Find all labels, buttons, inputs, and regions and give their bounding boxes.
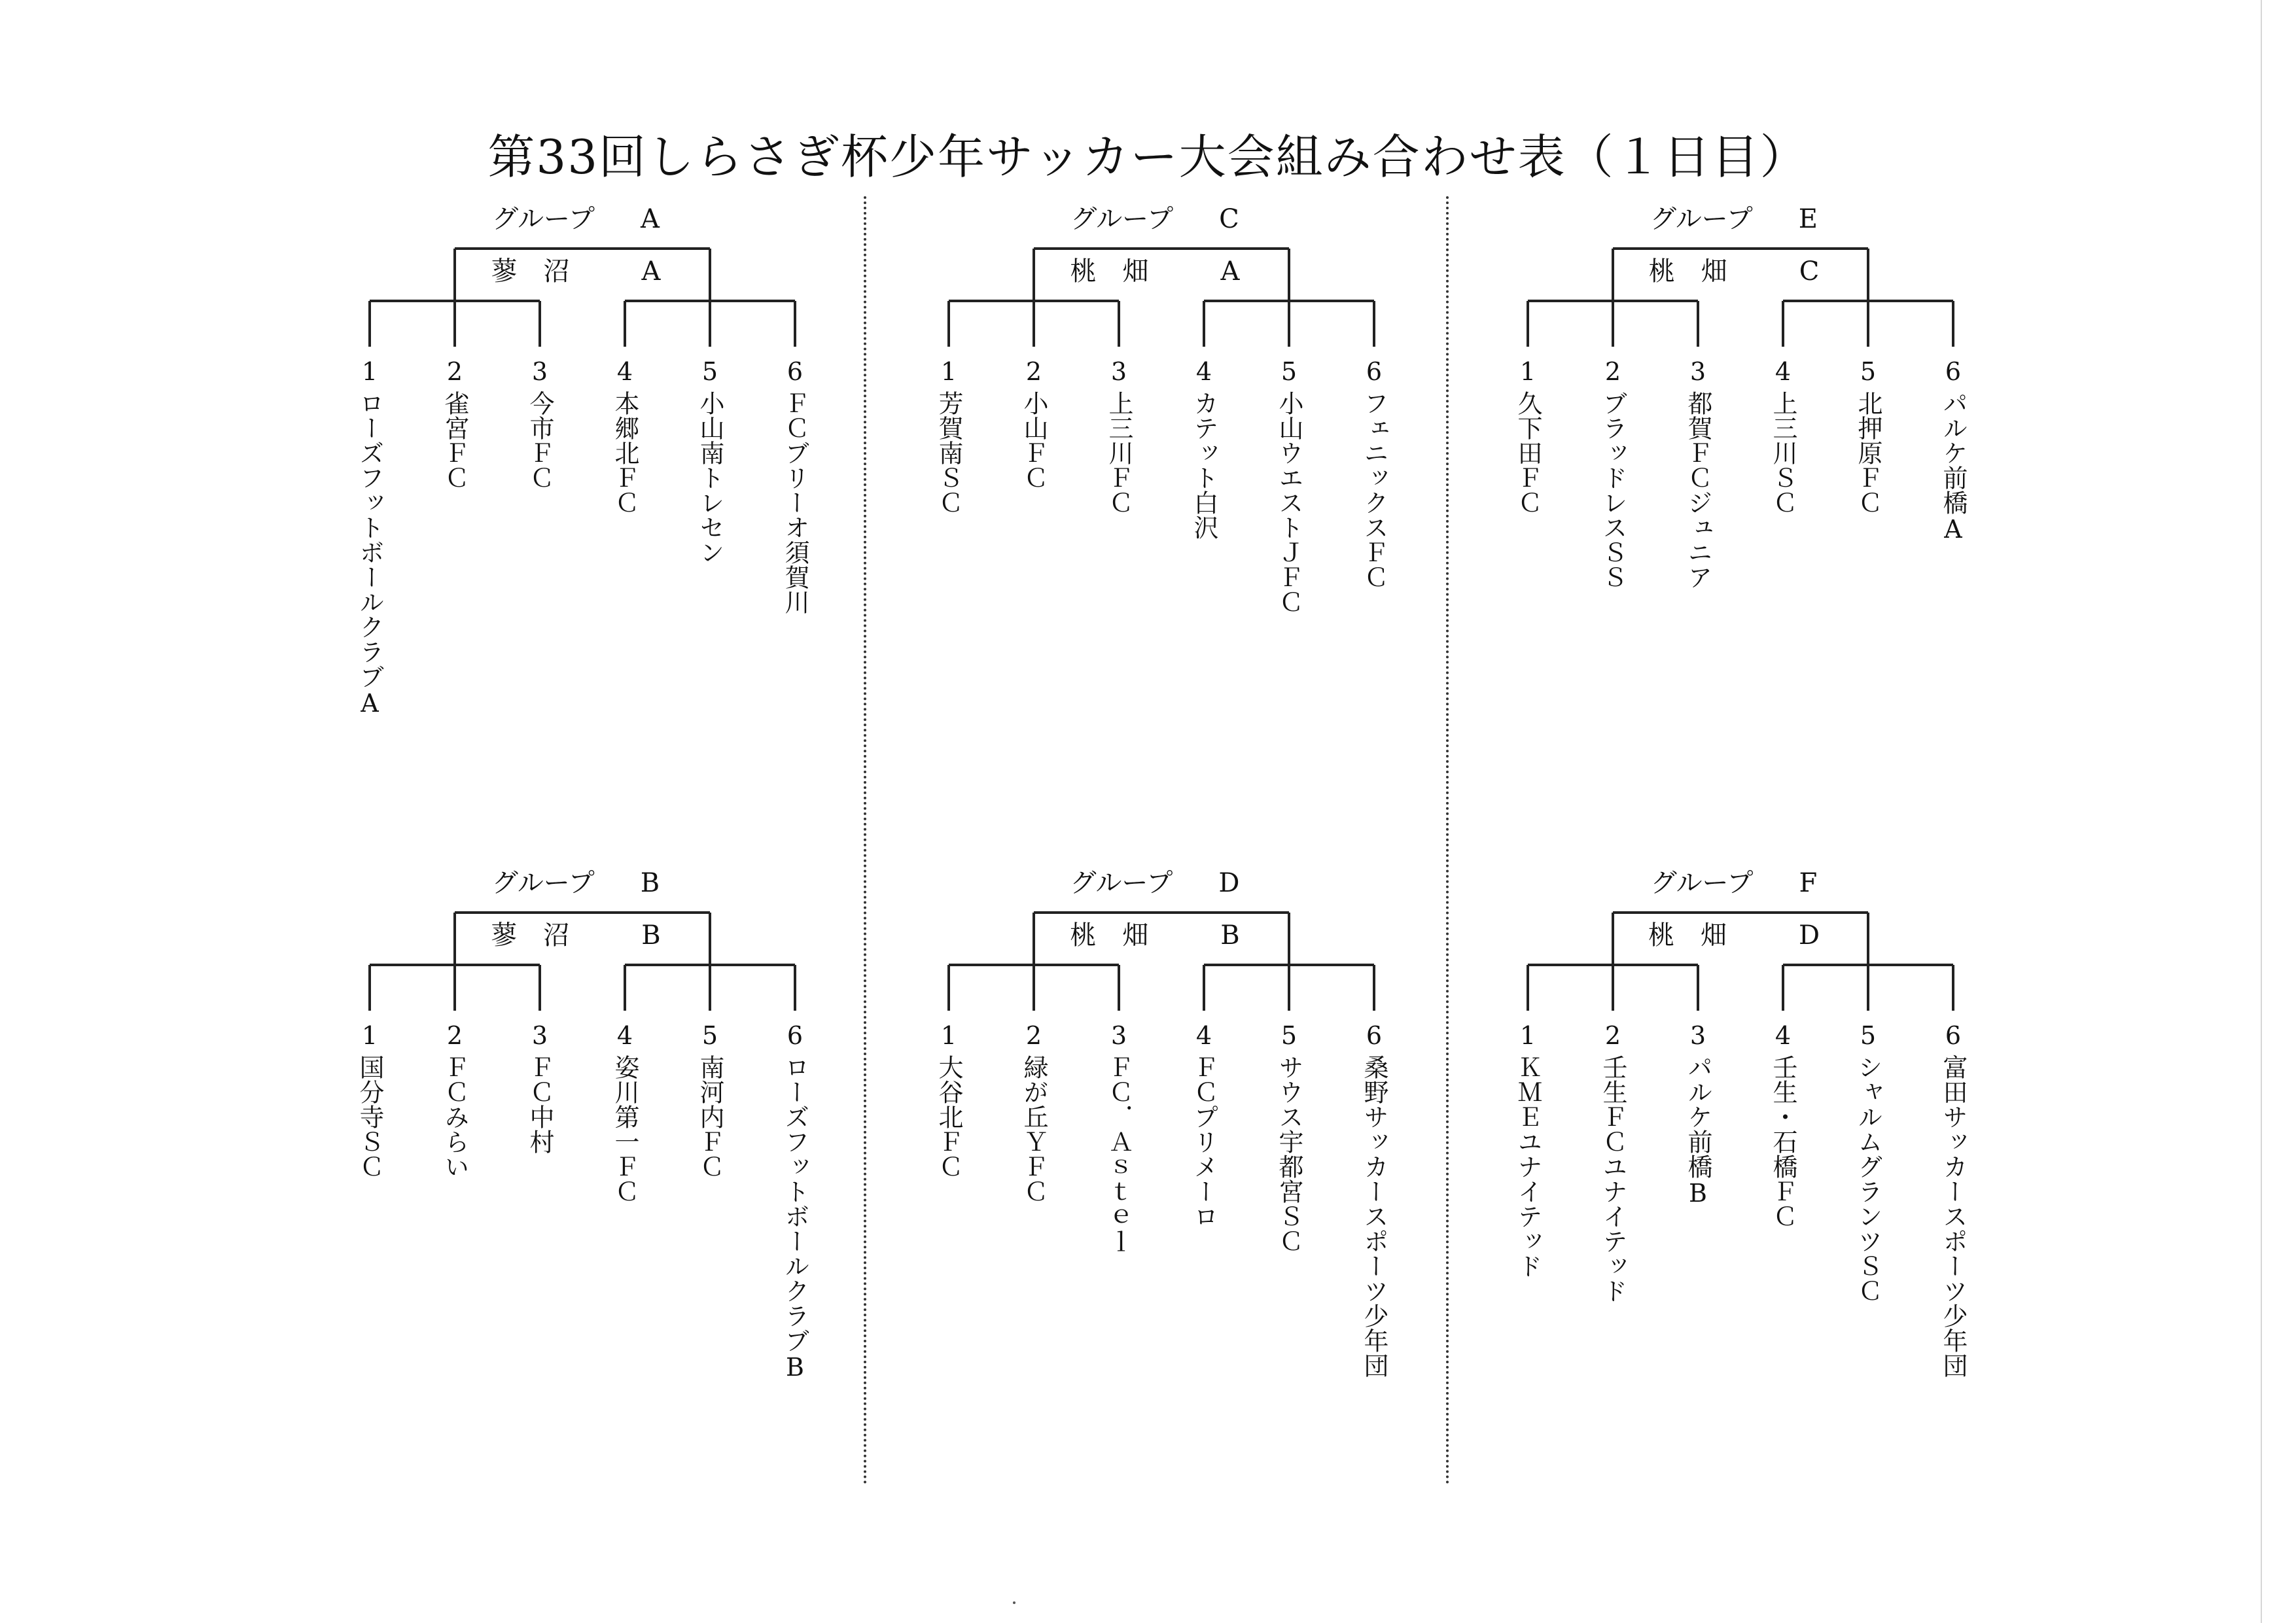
venue-char-2: 畑: [1701, 256, 1727, 287]
venue-char-1: 桃: [1070, 256, 1097, 287]
venue-char-1: 蓼: [491, 256, 518, 287]
team-number: 4: [1195, 1021, 1212, 1050]
team-name: ブラッドレスＳＳ: [1598, 391, 1627, 589]
group-d: [828, 864, 1482, 1518]
venue-char-2: 畑: [1122, 920, 1149, 951]
team-name: 緑が丘ＹＦＣ: [1019, 1055, 1048, 1204]
team-name: 本郷北ＦＣ: [610, 391, 639, 515]
team-name: 桑野サッカースポーツ少年団: [1360, 1055, 1388, 1378]
team-name: カテット白沢: [1190, 391, 1218, 540]
team-number: 5: [1860, 1021, 1877, 1050]
team-number: 4: [616, 1021, 633, 1050]
team-number: 1: [940, 1021, 957, 1050]
team-entry: [1678, 1021, 1718, 1208]
team-number: 3: [1689, 357, 1706, 386]
team-number: 1: [361, 1021, 378, 1050]
venue-char-1: 桃: [1648, 920, 1674, 951]
bracket-lines: [828, 200, 1482, 370]
team-name: 雀宮ＦＣ: [440, 391, 469, 490]
group-letter: D: [1218, 868, 1240, 898]
team-number: 1: [1519, 1021, 1536, 1050]
team-name: シャルムグランツＳＣ: [1854, 1055, 1882, 1303]
group-e: [1407, 200, 2061, 854]
team-entry: [1014, 357, 1053, 490]
team-entry: [1593, 357, 1633, 589]
team-number: 1: [361, 357, 378, 386]
group-letter: C: [1219, 204, 1239, 234]
venue-char-1: 蓼: [491, 920, 518, 951]
group-letter: A: [640, 204, 660, 234]
team-number: 2: [1604, 1021, 1621, 1050]
team-number: 6: [1366, 1021, 1383, 1050]
team-number: 4: [1775, 1021, 1792, 1050]
bracket-lines: [249, 864, 903, 1034]
team-name: パルケ前橋A: [1939, 391, 1968, 544]
team-entry: [1099, 357, 1139, 515]
group-letter: F: [1799, 868, 1818, 898]
team-entry: [929, 357, 968, 515]
team-number: 3: [531, 357, 548, 386]
team-name: 北押原ＦＣ: [1854, 391, 1882, 515]
team-entry: [1354, 1021, 1394, 1378]
team-entry: [605, 357, 645, 515]
team-number: 5: [1280, 1021, 1298, 1050]
team-entry: [1099, 1021, 1139, 1253]
team-number: 6: [786, 357, 804, 386]
team-number: 6: [786, 1021, 804, 1050]
group-letter: B: [640, 868, 660, 898]
bracket-lines: [1407, 864, 2061, 1034]
team-entry: [1014, 1021, 1053, 1204]
team-number: 5: [701, 1021, 718, 1050]
team-name: 壬生・石橋ＦＣ: [1769, 1055, 1797, 1229]
team-entry: [1934, 357, 1973, 544]
venue-code: A: [641, 256, 661, 287]
team-entry: [435, 1021, 474, 1179]
team-name: 都賀ＦＣジュニア: [1684, 391, 1712, 589]
team-number: 3: [1689, 1021, 1706, 1050]
scan-edge-line: [2261, 0, 2262, 1623]
group-label-text: グループ: [492, 204, 595, 234]
group-label-text: グループ: [1070, 868, 1173, 898]
team-name: 上三川ＳＣ: [1769, 391, 1797, 515]
team-name: フェニックスＦＣ: [1360, 391, 1388, 589]
team-number: 2: [446, 357, 463, 386]
team-name: 南河内ＦＣ: [696, 1055, 724, 1179]
venue-char-1: 桃: [1648, 256, 1675, 287]
team-entry: [350, 357, 389, 718]
team-entry: [1593, 1021, 1633, 1303]
team-name: 国分寺ＳＣ: [355, 1055, 384, 1179]
group-a: [249, 200, 903, 854]
team-number: 3: [531, 1021, 548, 1050]
venue-char-1: 桃: [1070, 920, 1097, 951]
team-number: 2: [1025, 1021, 1042, 1050]
team-name: パルケ前橋B: [1684, 1055, 1712, 1208]
team-entry: [1763, 357, 1803, 515]
team-entry: [1848, 1021, 1888, 1303]
venue-char-2: 沼: [543, 256, 570, 287]
venue-char-2: 畑: [1700, 920, 1727, 951]
group-label-text: グループ: [1650, 204, 1753, 234]
team-name: 小山ウエストＪＦＣ: [1275, 391, 1303, 614]
venue-char-2: 畑: [1122, 256, 1149, 287]
team-entry: [520, 1021, 559, 1154]
team-name: ＦＣブリーオ須賀川: [781, 391, 809, 614]
team-number: 4: [1195, 357, 1212, 386]
team-name: 小山ＦＣ: [1019, 391, 1048, 490]
team-entry: [1848, 357, 1888, 515]
team-entry: [350, 1021, 389, 1179]
team-number: 2: [1025, 357, 1042, 386]
bracket-lines: [828, 864, 1482, 1034]
team-number: 5: [701, 357, 718, 386]
team-name: ＦＣみらい: [440, 1055, 469, 1179]
team-number: 3: [1110, 1021, 1127, 1050]
team-number: 6: [1366, 357, 1383, 386]
team-entry: [775, 1021, 815, 1382]
team-entry: [929, 1021, 968, 1179]
team-entry: [1184, 357, 1224, 540]
team-name: 姿川第一ＦＣ: [610, 1055, 639, 1204]
team-number: 4: [1775, 357, 1792, 386]
team-number: 1: [940, 357, 957, 386]
group-label-text: グループ: [491, 868, 595, 898]
bracket-lines: [249, 200, 903, 370]
venue-code: A: [1220, 256, 1240, 287]
team-number: 5: [1860, 357, 1877, 386]
team-entry: [520, 357, 559, 490]
team-entry: [1508, 357, 1547, 515]
team-name: サウス宇都宮ＳＣ: [1275, 1055, 1303, 1253]
team-name: 小山南トレセン: [696, 391, 724, 565]
team-name: ローズフットボールクラブA: [355, 391, 384, 718]
team-name: 大谷北ＦＣ: [934, 1055, 963, 1179]
team-number: 6: [1945, 1021, 1962, 1050]
team-name: 芳賀南ＳＣ: [934, 391, 963, 515]
venue-code: D: [1798, 920, 1820, 951]
team-entry: [775, 357, 815, 614]
venue-code: C: [1799, 256, 1820, 287]
team-name: ＫＭＥユナイテッド: [1513, 1055, 1542, 1278]
bracket-lines: [1407, 200, 2061, 370]
venue-code: B: [641, 920, 661, 951]
group-letter: E: [1798, 204, 1818, 234]
team-name: 壬生ＦＣユナイテッド: [1598, 1055, 1627, 1303]
team-entry: [1508, 1021, 1547, 1278]
team-entry: [435, 357, 474, 490]
team-number: 1: [1519, 357, 1536, 386]
team-entry: [1269, 1021, 1309, 1253]
team-entry: [1354, 357, 1394, 589]
team-entry: [1934, 1021, 1973, 1378]
team-number: 5: [1280, 357, 1298, 386]
venue-code: B: [1220, 920, 1240, 951]
team-name: ローズフットボールクラブB: [781, 1055, 809, 1382]
group-label-text: グループ: [1650, 868, 1754, 898]
team-number: 2: [1604, 357, 1621, 386]
team-name: 今市ＦＣ: [525, 391, 554, 490]
group-b: [249, 864, 903, 1518]
venue-char-2: 沼: [543, 920, 570, 951]
team-entry: [1678, 357, 1718, 589]
team-entry: [1184, 1021, 1224, 1229]
group-c: [828, 200, 1482, 854]
team-number: 4: [616, 357, 633, 386]
team-number: 3: [1110, 357, 1127, 386]
team-entry: [605, 1021, 645, 1204]
group-f: [1407, 864, 2061, 1518]
team-name: 久下田ＦＣ: [1513, 391, 1542, 515]
group-label-text: グループ: [1070, 204, 1174, 234]
team-name: ＦＣ．Ａｓｔｅｌ: [1104, 1055, 1133, 1253]
scan-speck: [1013, 1601, 1016, 1604]
team-entry: [1763, 1021, 1803, 1229]
team-name: ＦＣ中村: [525, 1055, 554, 1154]
team-name: 上三川ＦＣ: [1104, 391, 1133, 515]
team-number: 6: [1945, 357, 1962, 386]
team-entry: [690, 1021, 730, 1179]
team-number: 2: [446, 1021, 463, 1050]
team-entry: [1269, 357, 1309, 614]
team-name: 富田サッカースポーツ少年団: [1939, 1055, 1968, 1378]
team-name: ＦＣプリメーロ: [1190, 1055, 1218, 1229]
page-title: 第33回しらさぎ杯少年サッカー大会組み合わせ表（１日目）: [487, 130, 1809, 184]
team-entry: [690, 357, 730, 565]
